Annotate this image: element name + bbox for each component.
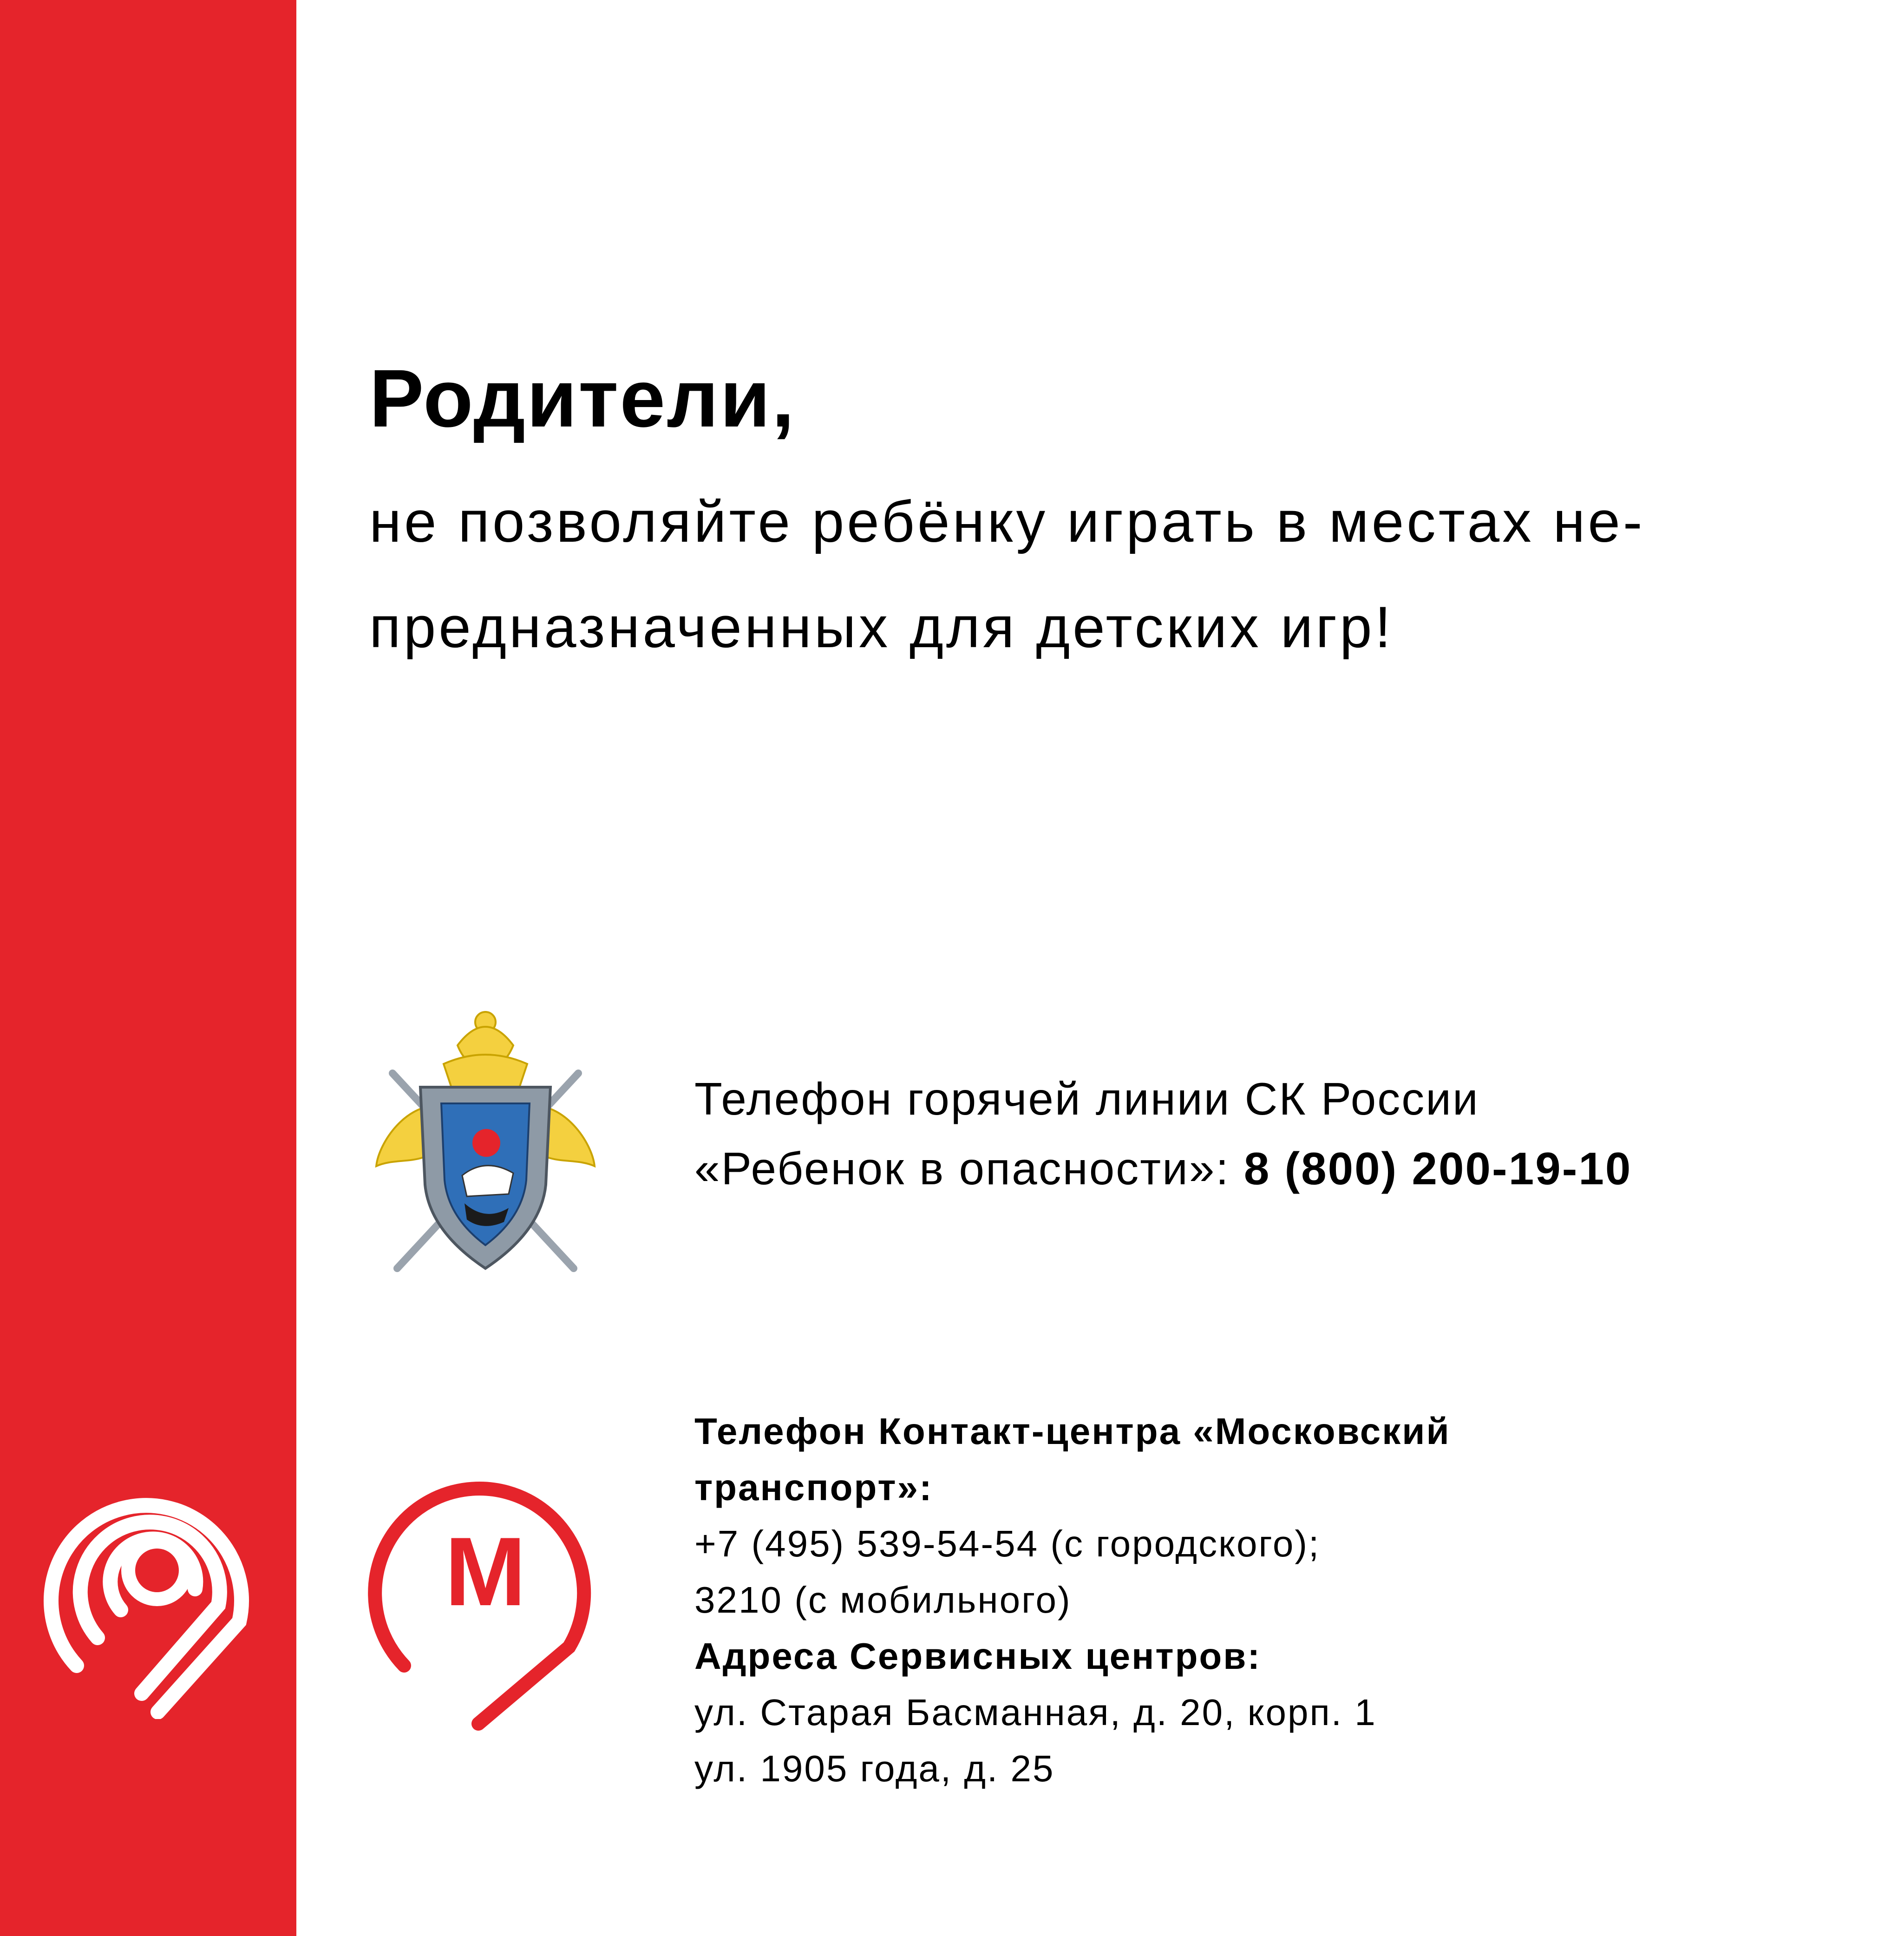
metro-letter: M — [445, 1517, 526, 1626]
investigative-committee-emblem-icon — [365, 990, 606, 1287]
contact-title-line1: Телефон Контакт-центра «Московский — [694, 1411, 1451, 1452]
moscow-metro-pin-icon — [367, 1461, 604, 1731]
contact-phone-city[interactable]: +7 (495) 539-54-54 (с городского); — [694, 1523, 1321, 1564]
contact-phone-mobile[interactable]: 3210 (с мобильного) — [694, 1579, 1072, 1621]
service-address-2: ул. 1905 года, д. 25 — [694, 1748, 1055, 1789]
headline-subtitle: не позволяйте ребёнку играть в местах не- предназначенных для детских игр! — [369, 490, 1645, 660]
hotline-label: «Ребенок в опасности»: — [694, 1143, 1230, 1194]
hotline-block — [694, 1064, 1632, 1203]
service-centers-title: Адреса Сервисных центров: — [694, 1635, 1262, 1677]
red-sidebar — [0, 0, 296, 1936]
service-address-1: ул. Старая Басманная, д. 20, корп. 1 — [694, 1692, 1377, 1733]
hotline-line2 — [694, 1134, 1632, 1203]
contact-title-line2: транспорт»: — [694, 1467, 933, 1508]
contact-center-block — [694, 1403, 1451, 1797]
headline-title: Родители, — [369, 353, 796, 444]
hotline-line1: Телефон горячей линии СК России — [694, 1073, 1479, 1124]
moscow-transport-pin-icon — [33, 1459, 274, 1719]
hotline-phone[interactable]: 8 (800) 200-19-10 — [1243, 1143, 1632, 1194]
